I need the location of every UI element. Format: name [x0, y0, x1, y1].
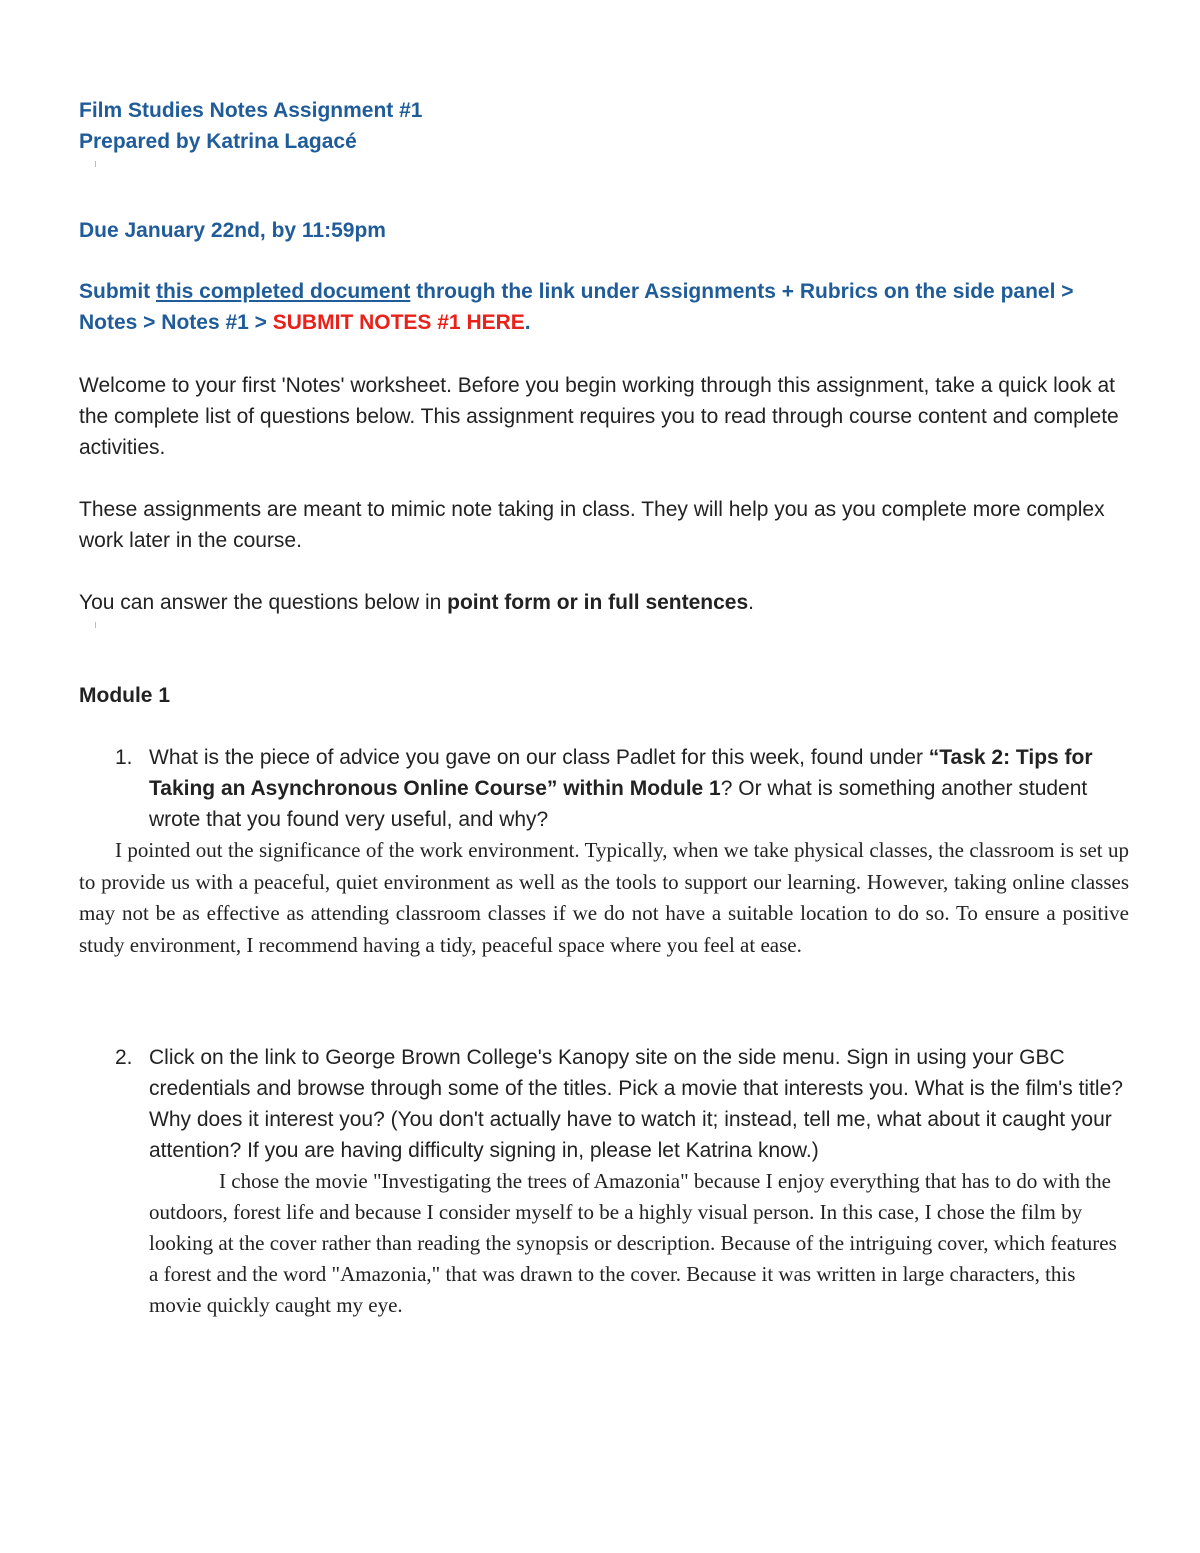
module-heading: Module 1 [79, 684, 171, 707]
paragraph-marker [95, 622, 96, 634]
submit-notes-highlight: SUBMIT NOTES #1 HERE [272, 311, 525, 334]
question-text [79, 1042, 1129, 1321]
question-list [79, 742, 1129, 1321]
question-item [79, 742, 1129, 961]
paragraph-marker [95, 161, 96, 173]
intro-paragraph-2: These assignments are meant to mimic note taking in class. They will help you as you complete more complex work later in the course. [79, 498, 1105, 552]
document-page [79, 95, 1129, 1321]
question-number: 1. [115, 746, 133, 769]
intro-paragraph-1: Welcome to your first 'Notes' worksheet. Before you begin working through this assignment, take a quick look at the complete list of questions below. This assignment requires you to read through course content and complete activities. [79, 374, 1119, 459]
document-author: Prepared by Katrina Lagacé [79, 130, 357, 153]
question-body: Click on the link to George Brown College's Kanopy site on the side menu. Sign in using your GBC credentials and browse through some of the titles. Pick a movie that interests you. What is the film's title? Why does it interest you? (You don't actually have to watch it; instead, tell me, what about it caught your attention? If you are having difficulty signing in, please let Katrina know.) [149, 1046, 1123, 1162]
answer-text: I chose the movie "Investigating the trees of Amazonia" because I enjoy everything that has to do with the outdoors, forest life and because I consider myself to be a highly visual person. In this case, I chose the film by looking at the cover rather than reading the synopsis or description. Because of the intriguing cover, which features a forest and the word "Amazonia," that was drawn to the cover. Because it was written in large characters, this movie quickly caught my eye. [149, 1169, 1117, 1317]
intro-p3-end: . [748, 591, 755, 614]
document-header [79, 95, 1129, 157]
intro-p3-prefix: You can answer the questions below in [79, 591, 448, 614]
intro-p3-bold: point form or in full sentences [447, 591, 749, 614]
question-item [79, 1042, 1129, 1321]
intro-paragraph-3 [79, 587, 1129, 618]
question-number: 2. [115, 1046, 133, 1069]
question-prefix: What is the piece of advice you gave on our class Padlet for this week, found under [149, 746, 929, 769]
submit-prefix: Submit [79, 280, 156, 303]
submit-end: . [524, 311, 531, 334]
submit-middle: through the link under Assignments + Rubrics on the side panel > Notes > Notes #1 > [79, 280, 1074, 334]
document-title: Film Studies Notes Assignment #1 [79, 99, 423, 122]
submit-instructions [79, 276, 1129, 338]
question-text [79, 742, 1129, 835]
answer-text: I pointed out the significance of the work environment. Typically, when we take physical classes, the classroom is set up to provide us with a peaceful, quiet environment as well as the tools to support our learning. However, taking online classes may not be as effective as attending classroom classes if we do not have a suitable location to do so. To ensure a positive study environment, I recommend having a tidy, peaceful space where you feel at ease. [79, 838, 1129, 957]
due-date: Due January 22nd, by 11:59pm [79, 219, 386, 242]
submit-document-link[interactable]: this completed document [156, 280, 411, 303]
question-suffix: ? Or what is something another student wrote that you found very useful, and why? [149, 777, 1088, 831]
question-bold: “Task 2: Tips for Taking an Asynchronous Online Course” within Module 1 [149, 746, 1093, 800]
